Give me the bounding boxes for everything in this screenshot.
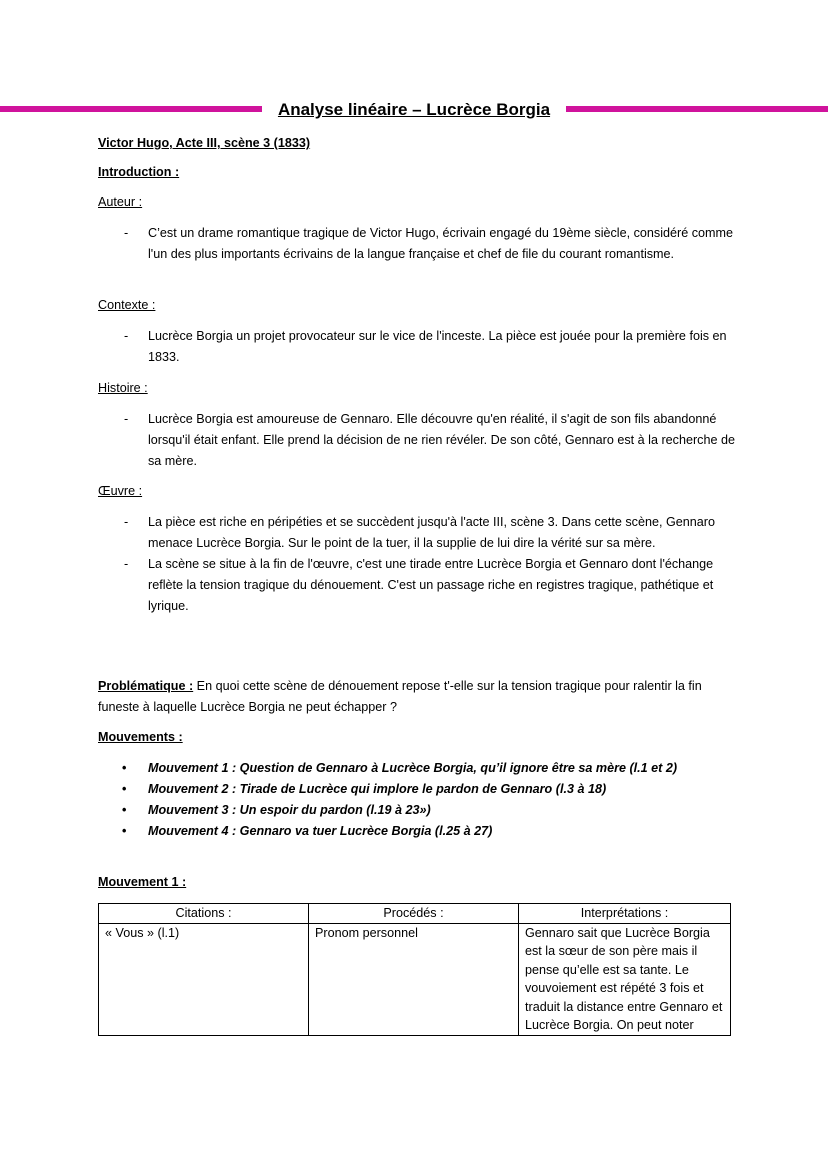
list-item: - La scène se situe à la fin de l'œuvre, c'est une tirade entre Lucrèce Borgia et Gennaro dont l'échange reflète la tension tragique du dénouement. C'est un passage riche en registres tragique, pathétique et lyrique. (98, 554, 738, 617)
accent-bar-right (566, 106, 828, 112)
problematique-text: En quoi cette scène de dénouement repose t'-elle sur la tension tragique pour ralentir la fin funeste à laquelle Lucrèce Borgia ne peut échapper ? (98, 679, 702, 714)
auteur-label: Auteur : (98, 195, 143, 209)
accent-bar-left (0, 106, 262, 112)
oeuvre-label: Œuvre : (98, 484, 143, 498)
oeuvre-list (98, 512, 738, 617)
mouvements-list (98, 758, 738, 842)
document-subtitle: Victor Hugo, Acte III, scène 3 (1833) (98, 136, 311, 150)
column-header-procedes: Procédés : (309, 904, 519, 924)
column-header-interpretations: Interprétations : (519, 904, 731, 924)
list-item: • Mouvement 1 : Question de Gennaro à Lucrèce Borgia, qu’il ignore être sa mère (l.1 et 2) (98, 758, 738, 779)
mouvements-heading: Mouvements : (98, 730, 183, 744)
list-item: - La pièce est riche en péripéties et se succèdent jusqu'à l'acte III, scène 3. Dans cette scène, Gennaro menace Lucrèce Borgia. Sur le point de la tuer, il la supplie de lui dire la vérité sur sa mère. (98, 512, 738, 554)
analysis-table (98, 903, 731, 1036)
introduction-heading: Introduction : (98, 165, 180, 179)
histoire-list (98, 409, 738, 472)
problematique-label: Problématique : (98, 679, 194, 693)
column-header-citations: Citations : (99, 904, 309, 924)
title-bar (0, 100, 828, 122)
list-item: - C’est un drame romantique tragique de Victor Hugo, écrivain engagé du 19ème siècle, considéré comme l'un des plus importants écrivains de la langue française et chef de file du courant romantisme. (98, 223, 738, 265)
list-item: • Mouvement 4 : Gennaro va tuer Lucrèce Borgia (l.25 à 27) (98, 821, 738, 842)
problematique (98, 676, 738, 718)
list-item: • Mouvement 2 : Tirade de Lucrèce qui implore le pardon de Gennaro (l.3 à 18) (98, 779, 738, 800)
contexte-list (98, 326, 738, 368)
list-item: • Mouvement 3 : Un espoir du pardon (l.19 à 23») (98, 800, 738, 821)
table-cell: Gennaro sait que Lucrèce Borgia est la sœur de son père mais il pense qu’elle est sa tante. Le vouvoiement est répété 3 fois et traduit la distance entre Gennaro et Lucrèce Borgia. On peut noter (519, 923, 731, 1035)
page-title: Analyse linéaire – Lucrèce Borgia (277, 100, 551, 119)
auteur-list (98, 223, 738, 265)
table-header-row (99, 904, 731, 924)
table-row (99, 923, 731, 1035)
mouvement1-heading: Mouvement 1 : (98, 875, 187, 889)
table-cell: Pronom personnel (309, 923, 519, 1035)
list-item: - Lucrèce Borgia est amoureuse de Gennaro. Elle découvre qu'en réalité, il s'agit de son fils abandonné lorsqu'il était enfant. Elle prend la décision de ne rien révéler. De son côté, Gennaro est à la recherche de sa mère. (98, 409, 738, 472)
list-item: - Lucrèce Borgia un projet provocateur sur le vice de l'inceste. La pièce est jouée pour la première fois en 1833. (98, 326, 738, 368)
histoire-label: Histoire : (98, 381, 148, 395)
contexte-label: Contexte : (98, 298, 156, 312)
table-cell: « Vous » (l.1) (99, 923, 309, 1035)
